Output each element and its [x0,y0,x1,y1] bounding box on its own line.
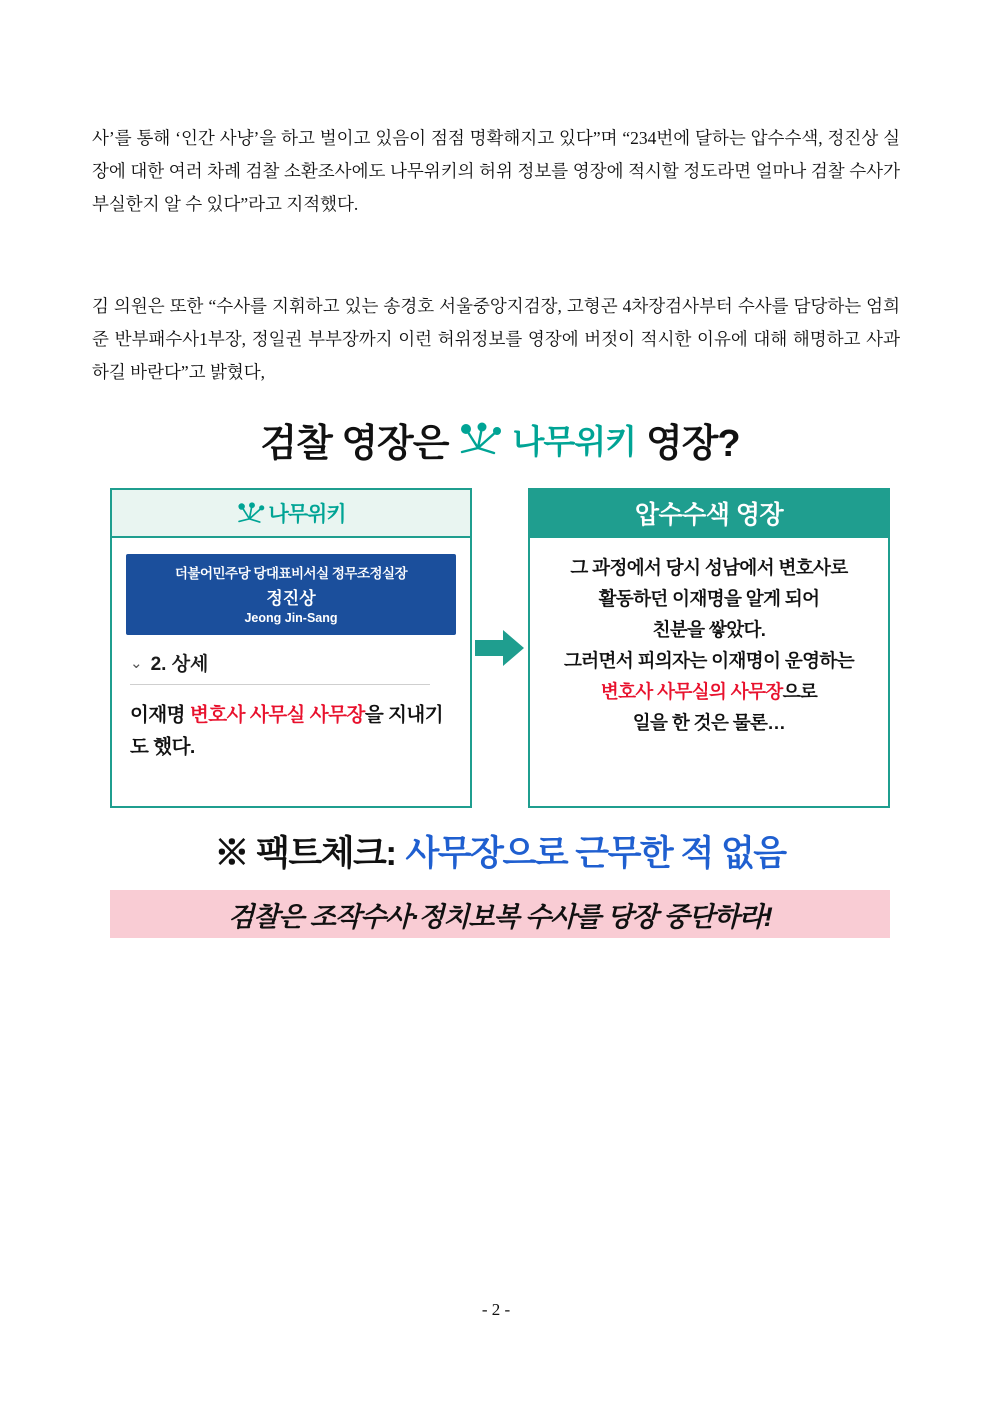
infographic-title-suffix: 영장? [645,422,740,465]
factcheck-row [110,826,890,876]
warrant-body-text [530,538,888,738]
warrant-line-5 [542,676,876,707]
comparison-panels [110,488,890,808]
warrant-line-2: 활동하던 이재명을 알게 되어 [598,588,820,609]
wiki-section-heading [130,649,452,676]
wiki-body-prefix: 이재명 [130,704,190,726]
namuwiki-panel [110,488,472,808]
paragraph-1: 사’를 통해 ‘인간 사냥’을 하고 벌이고 있음이 점점 명확해지고 있다”며 “234번에 달하는 압수수색, 정진상 실장에 대한 여러 차례 검찰 소환조사에도 나무위키의 허위 정보를 영장에 적시할 정도라면 얼마나 검찰 수사가 부실한지 알 수 있다”라고 지적했다. [92,127,900,214]
slogan-banner: 검찰은 조작수사·정치보복 수사를 당장 중단하라! [110,890,890,938]
namuwiki-wordmark: 나무위키 [512,422,636,460]
namuwiki-mark-icon [458,422,506,456]
namuwiki-mark-small-icon [236,502,268,524]
profile-card-title: 더불어민주당 당대표비서실 정무조정실장 [174,566,408,581]
warrant-line-6: 일을 한 것은 물론… [632,712,786,733]
infographic-title [110,408,890,470]
wiki-body-highlight: 변호사 사무실 사무장 [189,704,365,726]
warrant-line-1: 그 과정에서 당시 성남에서 변호사로 [570,557,848,578]
chevron-down-icon: ⌄ [130,654,143,672]
factcheck-value: 사무장으로 근무한 적 없음 [405,834,786,873]
profile-card-name: 정진상 [266,589,316,608]
warrant-highlight-suffix: 으로 [782,681,818,702]
paragraph-2: 김 의원은 또한 “수사를 지휘하고 있는 송경호 서울중앙지검장, 고형곤 4차장검사부터 수사를 담당하는 엄희준 반부패수사1부장, 정일권 부부장까지 이런 허위정보를 영장에 버젓이 적시한 이유에 대해 해명하고 사과하길 바란다”고 밝혔다, [92,295,900,382]
namuwiki-logo [458,416,636,463]
namuwiki-panel-header [112,490,470,538]
warrant-line-4: 그러면서 피의자는 이재명이 운영하는 [564,650,854,671]
warrant-panel [528,488,890,808]
warrant-panel-header: 압수수색 영장 [530,490,888,538]
wiki-body-text [130,699,452,763]
infographic [110,408,890,938]
arrow-right-icon [474,488,526,808]
profile-card-name-romanized: Jeong Jin-Sang [244,611,338,625]
profile-card [126,554,456,635]
infographic-title-prefix: 검찰 영장은 [260,422,449,465]
wiki-section-heading-label: 2. 상세 [150,654,209,675]
warrant-line-3: 친분을 쌓았다. [652,619,766,640]
factcheck-label: ※ 팩트체크: [214,834,396,873]
namuwiki-panel-wordmark: 나무위키 [268,503,346,526]
wiki-body-suffix: 을 지내기도 했다. [130,704,444,758]
wiki-section-divider [130,684,430,685]
page-number: - 2 - [481,1300,511,1319]
warrant-highlight: 변호사 사무실의 사무장 [600,681,783,702]
